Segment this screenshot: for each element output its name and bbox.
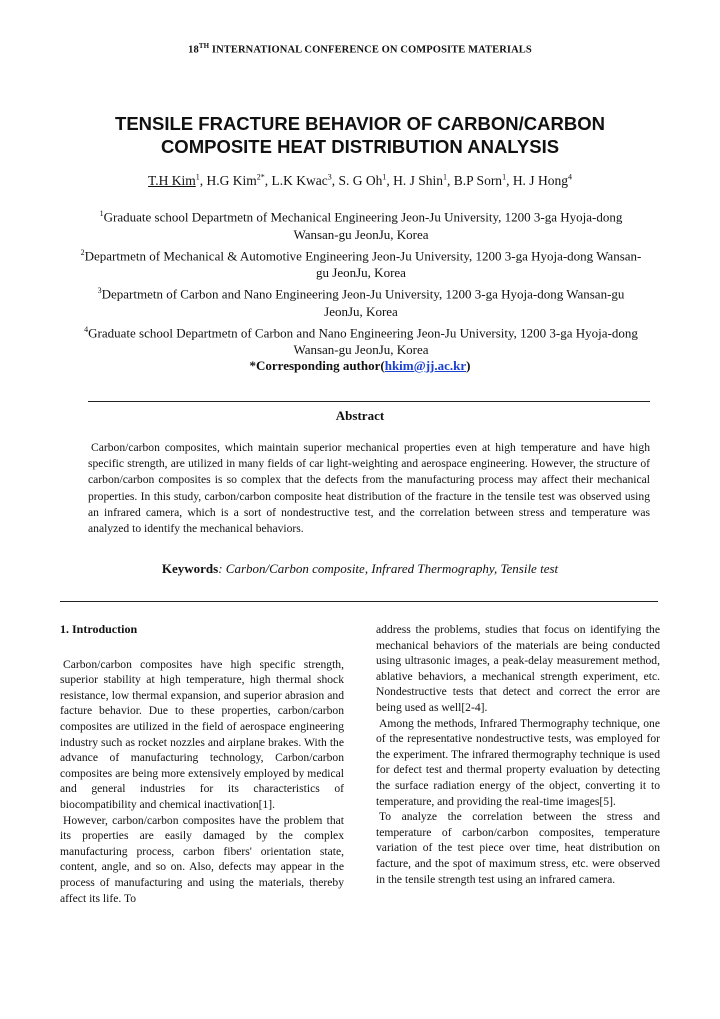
paragraph: To analyze the correlation between the stress and temperature of carbon/carbon composites, temperature variation of the test piece over time, heat distribution on facture, and the spot of maximum stress, etc. were observed in the tensile strength test using an infrared camera. <box>376 810 660 886</box>
column-right <box>376 622 660 887</box>
corresponding-email-link[interactable]: hkim@jj.ac.kr <box>384 358 467 373</box>
divider-bottom <box>60 601 658 602</box>
keywords: Keywords: Carbon/Carbon composite, Infrared Thermography, Tensile test <box>161 561 559 576</box>
column-left <box>60 622 344 906</box>
section-heading-introduction: 1. Introduction <box>60 622 138 636</box>
affiliation-3: $^3$Departmetn of Carbon and Nano Engineering Jeon-Ju University, 1200 3-ga Hyoja-dong Wansan-gu JeonJu, Korea <box>97 286 625 319</box>
author-list <box>60 172 660 189</box>
affiliation-list <box>78 205 644 359</box>
paragraph: However, carbon/carbon composites have the problem that its properties are easily damaged by the complex manufacturing process, carbon fibers' orientation state, content, angle, and so on. Also, defects may appear in the process of manufacturing and using the materials, thereby affect its life. To <box>60 813 344 905</box>
title-line-1: TENSILE FRACTURE BEHAVIOR OF CARBON/CARBON <box>115 113 605 134</box>
abstract-heading: Abstract <box>335 408 385 423</box>
title-line-2: COMPOSITE HEAT DISTRIBUTION ANALYSIS <box>160 136 560 157</box>
conference-header <box>0 42 720 56</box>
author-1: T.H Kim$^1$, <box>148 172 207 188</box>
abstract-body: Carbon/carbon composites, which maintain superior mechanical properties even at high temperature and have high specific strength, are utilized in many fields of car light-weighting and aerospace engineering. However, the structure of carbon/carbon composites is so complex that the defects from the manufacturing process may affect their mechanical properties. In this study, carbon/carbon composite heat distribution of the fracture in the tensile test was observed using an infrared camera, which is a sort of nondestructive test, and the correlation between stress and temperature was analyzed to identify the mechanical behaviors. <box>88 441 650 536</box>
author-2: H.G Kim$^{2*}$, <box>206 172 272 188</box>
keywords-label: Keywords <box>161 561 219 576</box>
affiliation-1: $^1$Graduate school Departmetn of Mechanical Engineering Jeon-Ju University, 1200 3-ga Hyoja-dong Wansan-gu JeonJu, Korea <box>99 209 623 242</box>
author-7: H. J Hong$^4$ <box>512 172 572 188</box>
author-4: S. G Oh$^1$, <box>338 172 394 188</box>
affiliation-2: $^2$Departmetn of Mechanical & Automotive Engineering Jeon-Ju University, 1200 3-ga Hyoja-dong Wansan-gu JeonJu, Korea <box>80 247 642 281</box>
paragraph: address the problems, studies that focus on identifying the mechanical behaviors of the materials are being conducted using ultrasonic images, a peak-delay measurement method, ablative behaviors, a mechanical strength experiment, etc. Nondestructive tests that detect and correct the error are being used as well[2-4]. <box>376 623 660 714</box>
author-6: B.P Sorn$^1$, <box>453 172 513 188</box>
affiliation-4: $^4$Graduate school Departmetn of Carbon and Nano Engineering Jeon-Ju University, 1200 3-ga Hyoja-dong Wansan-gu JeonJu, Korea <box>84 324 638 358</box>
paragraph: Among the methods, Infrared Thermography technique, one of the representative nondestructive tests, was employed for the experiment. The infrared thermography technique is used for defect test and thermal property evaluation by detecting the surface radiation energy of the object, converting it to temperature, and providing the real-time images[5]. <box>376 716 660 808</box>
paper-title <box>60 112 660 158</box>
conference-number-suffix: TH <box>198 42 210 50</box>
conference-number: 18 <box>188 44 199 56</box>
author-5: H. J Shin$^1$, <box>393 172 454 188</box>
conference-name: INTERNATIONAL CONFERENCE ON COMPOSITE MATERIALS <box>211 44 532 56</box>
keywords-text: Carbon/Carbon composite, Infrared Thermography, Tensile test <box>225 561 559 576</box>
paragraph: Carbon/carbon composites have high specific strength, superior stability at high temperature, high thermal shock resistance, low thermal expansion, and superior abrasion and facture behavior. Due to these properties, carbon/carbon composites are utilized in the field of aerospace engineering industry such as rocket nozzles and airplane brakes. With the advance of manufacturing technology, Carbon/carbon composites are being more extensively employed by medical and general industries for its characteristics of biocompatibility and chemical inactivation[1]. <box>60 657 344 811</box>
divider-top <box>88 401 650 402</box>
author-3: L.K Kwac$^3$, <box>271 172 339 188</box>
corresponding-author: *Corresponding author(hkim@jj.ac.kr) <box>249 358 471 373</box>
